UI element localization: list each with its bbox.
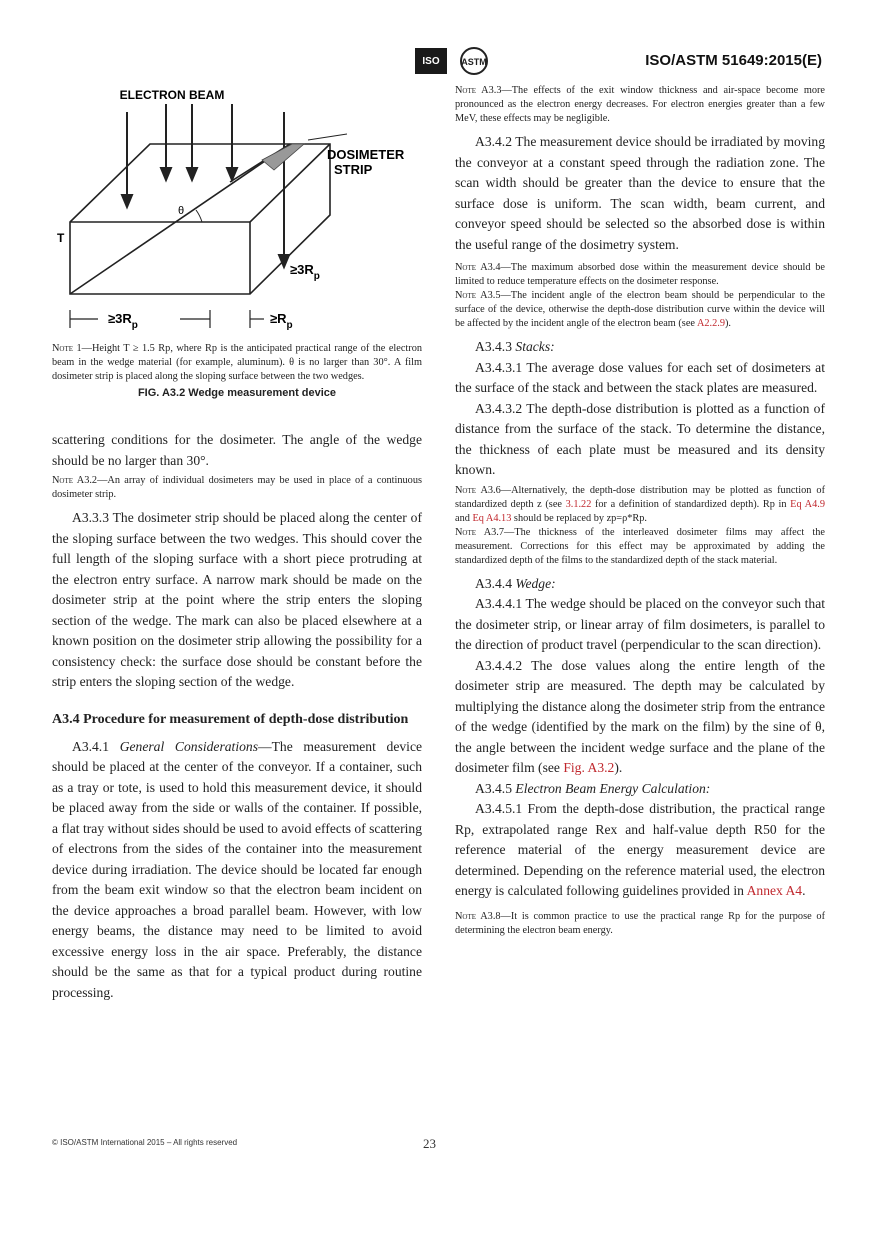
paragraph-a3-4-1: A3.4.1 General Considerations—The measurement device should be placed at the center of the conveyor. If a container, such as a tray or tote, is used to hold this measurement device, it should be placed away from the side or walls of the container. If possible, a flat tray without sides should be used to avoid effects of scattering of electrons from the sides of the container into the measurement device during irradiation. The device should be located far enough from the beam exit window so that the electron beam incident on the device approaches a broad parallel beam. However, with low energy beams, the distance may need to be limited to avoid excessive energy loss in the air space. Preferably, the distance should be the same as that for a typical product during routine processing. — [52, 738, 423, 1000]
link-eq-a4-13[interactable]: Eq A4.13 — [472, 512, 512, 524]
link-a2-2-9[interactable]: A2.2.9 — [696, 318, 725, 329]
note-a3-2: Note A3.2—An array of individual dosimeters may be used in place of a continuous dosimeter strip. — [52, 475, 422, 500]
wedge-diagram — [52, 82, 427, 340]
dimension-lines — [70, 310, 264, 328]
paragraph-a3-4-3-1: A3.4.3.1 The average dose values for each set of dosimeters at the surface of the stack and between the stack plates are measured. — [455, 359, 825, 395]
heading-a3-4-4: A3.4.4 Wedge: — [475, 575, 556, 591]
header-logos — [415, 46, 489, 76]
label-3rp-bottom: ≥3R — [108, 311, 132, 326]
right-column — [455, 84, 825, 938]
note-a3-4: Note A3.4—The maximum absorbed dose within the measurement device should be limited to reduce temperature effects on the dosimeter response. — [455, 262, 825, 287]
heading-a3-4-5: A3.4.5 Electron Beam Energy Calculation: — [475, 780, 711, 796]
page-header — [0, 42, 880, 82]
label-3rp-right-sub: p — [313, 271, 320, 282]
left-column-top — [52, 342, 422, 399]
footer-copyright: © ISO/ASTM International 2015 – All rights reserved — [52, 1138, 238, 1147]
paragraph-a3-4-5-1: A3.4.5.1 From the depth-dose distribution, the practical range Rp, extrapolated range Rex and half-value depth R50 for the reference material of the energy measurement device are determined. Depending on the reference material used, the electron energy is calculated following guidelines provided in Annex A4. — [455, 801, 825, 898]
svg-text:≥3Rp — [290, 262, 320, 282]
heading-a3-4-3: A3.4.3 Stacks: — [475, 339, 555, 354]
note-a3-5: Note A3.5—The incident angle of the electron beam should be perpendicular to the surface of the device, otherwise the depth-dose distribution curve within the device will be affected by the incident angle of the electron beam (see A2.2.9). — [455, 290, 825, 329]
label-rp-bottom-sub: p — [286, 320, 293, 331]
paragraph-a3-4-3-2: A3.4.3.2 The depth-dose distribution is plotted as a function of distance from the surface of the stack. To determine the distance, the thickness of each plate must be measured and its density known. — [455, 400, 825, 477]
paragraph-a3-3-3: A3.3.3 The dosimeter strip should be placed along the center of the sloping surface between the two wedges. This should cover the full length of the sloping surface with a short piece protruding at the electron entry surface. A narrow mark should be made on the dosimeter strip at the point where the strip enters the sloping section of the wedge. The mark can also be placed elsewhere at a known position on the dosimeter strip allowing the possibility for a consistency check: the surface dose should be constant before the strip enters the sloping section of the wedge. — [52, 510, 422, 689]
wedge-figure — [52, 82, 427, 340]
svg-text:ASTM: ASTM — [461, 57, 487, 67]
figure-note-1: Note 1—Height T ≥ 1.5 Rp, where Rp is the anticipated practical range of the electron beam in the wedge material (for example, aluminum). θ is no larger than 30°. A film dosimeter strip is placed along the sloping surface between the two wedges. — [52, 343, 422, 382]
standard-id: ISO/ASTM 51649:2015(E) — [645, 52, 822, 69]
label-3rp-right: ≥3R — [290, 262, 314, 277]
heading-a3-4: A3.4 Procedure for measurement of depth-dose distribution — [52, 711, 409, 727]
iso-logo: ISO — [415, 48, 447, 74]
note-a3-3: Note A3.3—The effects of the exit window thickness and air-space become more pronounced as the electron energy decreases. For electron energies greater than a few MeV, these effects may be negligible. — [455, 85, 825, 124]
strip-leader-line — [308, 134, 347, 140]
label-theta: θ — [178, 205, 185, 217]
paragraph-a3-4-4-2: A3.4.4.2 The dose values along the entire length of the dosimeter strip are measured. The depth may be calculated by multiplying the distance along the dosimeter strip from the entrance of the wedge (identified by the mark on the film) by the sine of θ, the angle between the incident wedge surface and the plane of the dosimeter film (see Fig. A3.2). — [455, 657, 825, 775]
svg-text:≥Rp — [270, 311, 293, 331]
page-number: 23 — [423, 1136, 436, 1151]
label-rp-bottom: ≥R — [270, 311, 287, 326]
label-height-t: T — [57, 231, 65, 245]
left-column-body — [52, 430, 422, 1003]
link-eq-a4-9[interactable]: Eq A4.9 — [790, 498, 825, 510]
link-fig-a3-2[interactable]: Fig. A3.2 — [563, 760, 615, 775]
paragraph-scatter: scattering conditions for the dosimeter. The angle of the wedge should be no larger than 30°. — [52, 432, 422, 468]
label-3rp-bottom-sub: p — [131, 320, 138, 331]
electron-beam-arrows — [122, 104, 289, 267]
paragraph-a3-4-4-1: A3.4.4.1 The wedge should be placed on the conveyor such that the dosimeter strip, or linear array of film dosimeters, is parallel to the direction of product travel (perpendicular to the scan direction). — [455, 596, 825, 652]
link-annex-a4[interactable]: Annex A4 — [746, 883, 803, 898]
theta-arc — [196, 210, 202, 222]
label-dosimeter: DOSIMETER — [327, 147, 405, 162]
paragraph-a3-4-2: A3.4.2 The measurement device should be irradiated by moving the conveyor at a constant speed through the radiation zone. The scan width should be greater than the device to ensure that the surface dose is uniform. The scan width, beam current, and conveyor speed should be selected so the absorbed dose is within the useful range of the dosimetry system. — [455, 134, 825, 252]
svg-text:≥3Rp — [108, 311, 138, 331]
figure-title-electron-beam: ELECTRON BEAM — [119, 88, 225, 102]
label-strip: STRIP — [334, 162, 373, 177]
note-a3-8: Note A3.8—It is common practice to use the practical range Rp for the purpose of determining the electron beam energy. — [455, 910, 825, 936]
note-a3-6: Note A3.6—Alternatively, the depth-dose distribution may be plotted as function of standardized depth z (see 3.1.22 for a definition of standardized depth). Rp in Eq A4.9 and Eq A4.13 should be replaced by zp=ρ*Rp. — [455, 484, 825, 524]
link-3-1-22[interactable]: 3.1.22 — [565, 498, 592, 510]
note-a3-7: Note A3.7—The thickness of the interleaved dosimeter films may affect the measurement. Corrections for this effect may be approximated by adding the standardized depth of the films to the standardized depth of the stack material. — [455, 526, 825, 566]
figure-caption: FIG. A3.2 Wedge measurement device — [137, 387, 337, 399]
astm-logo — [459, 46, 489, 76]
